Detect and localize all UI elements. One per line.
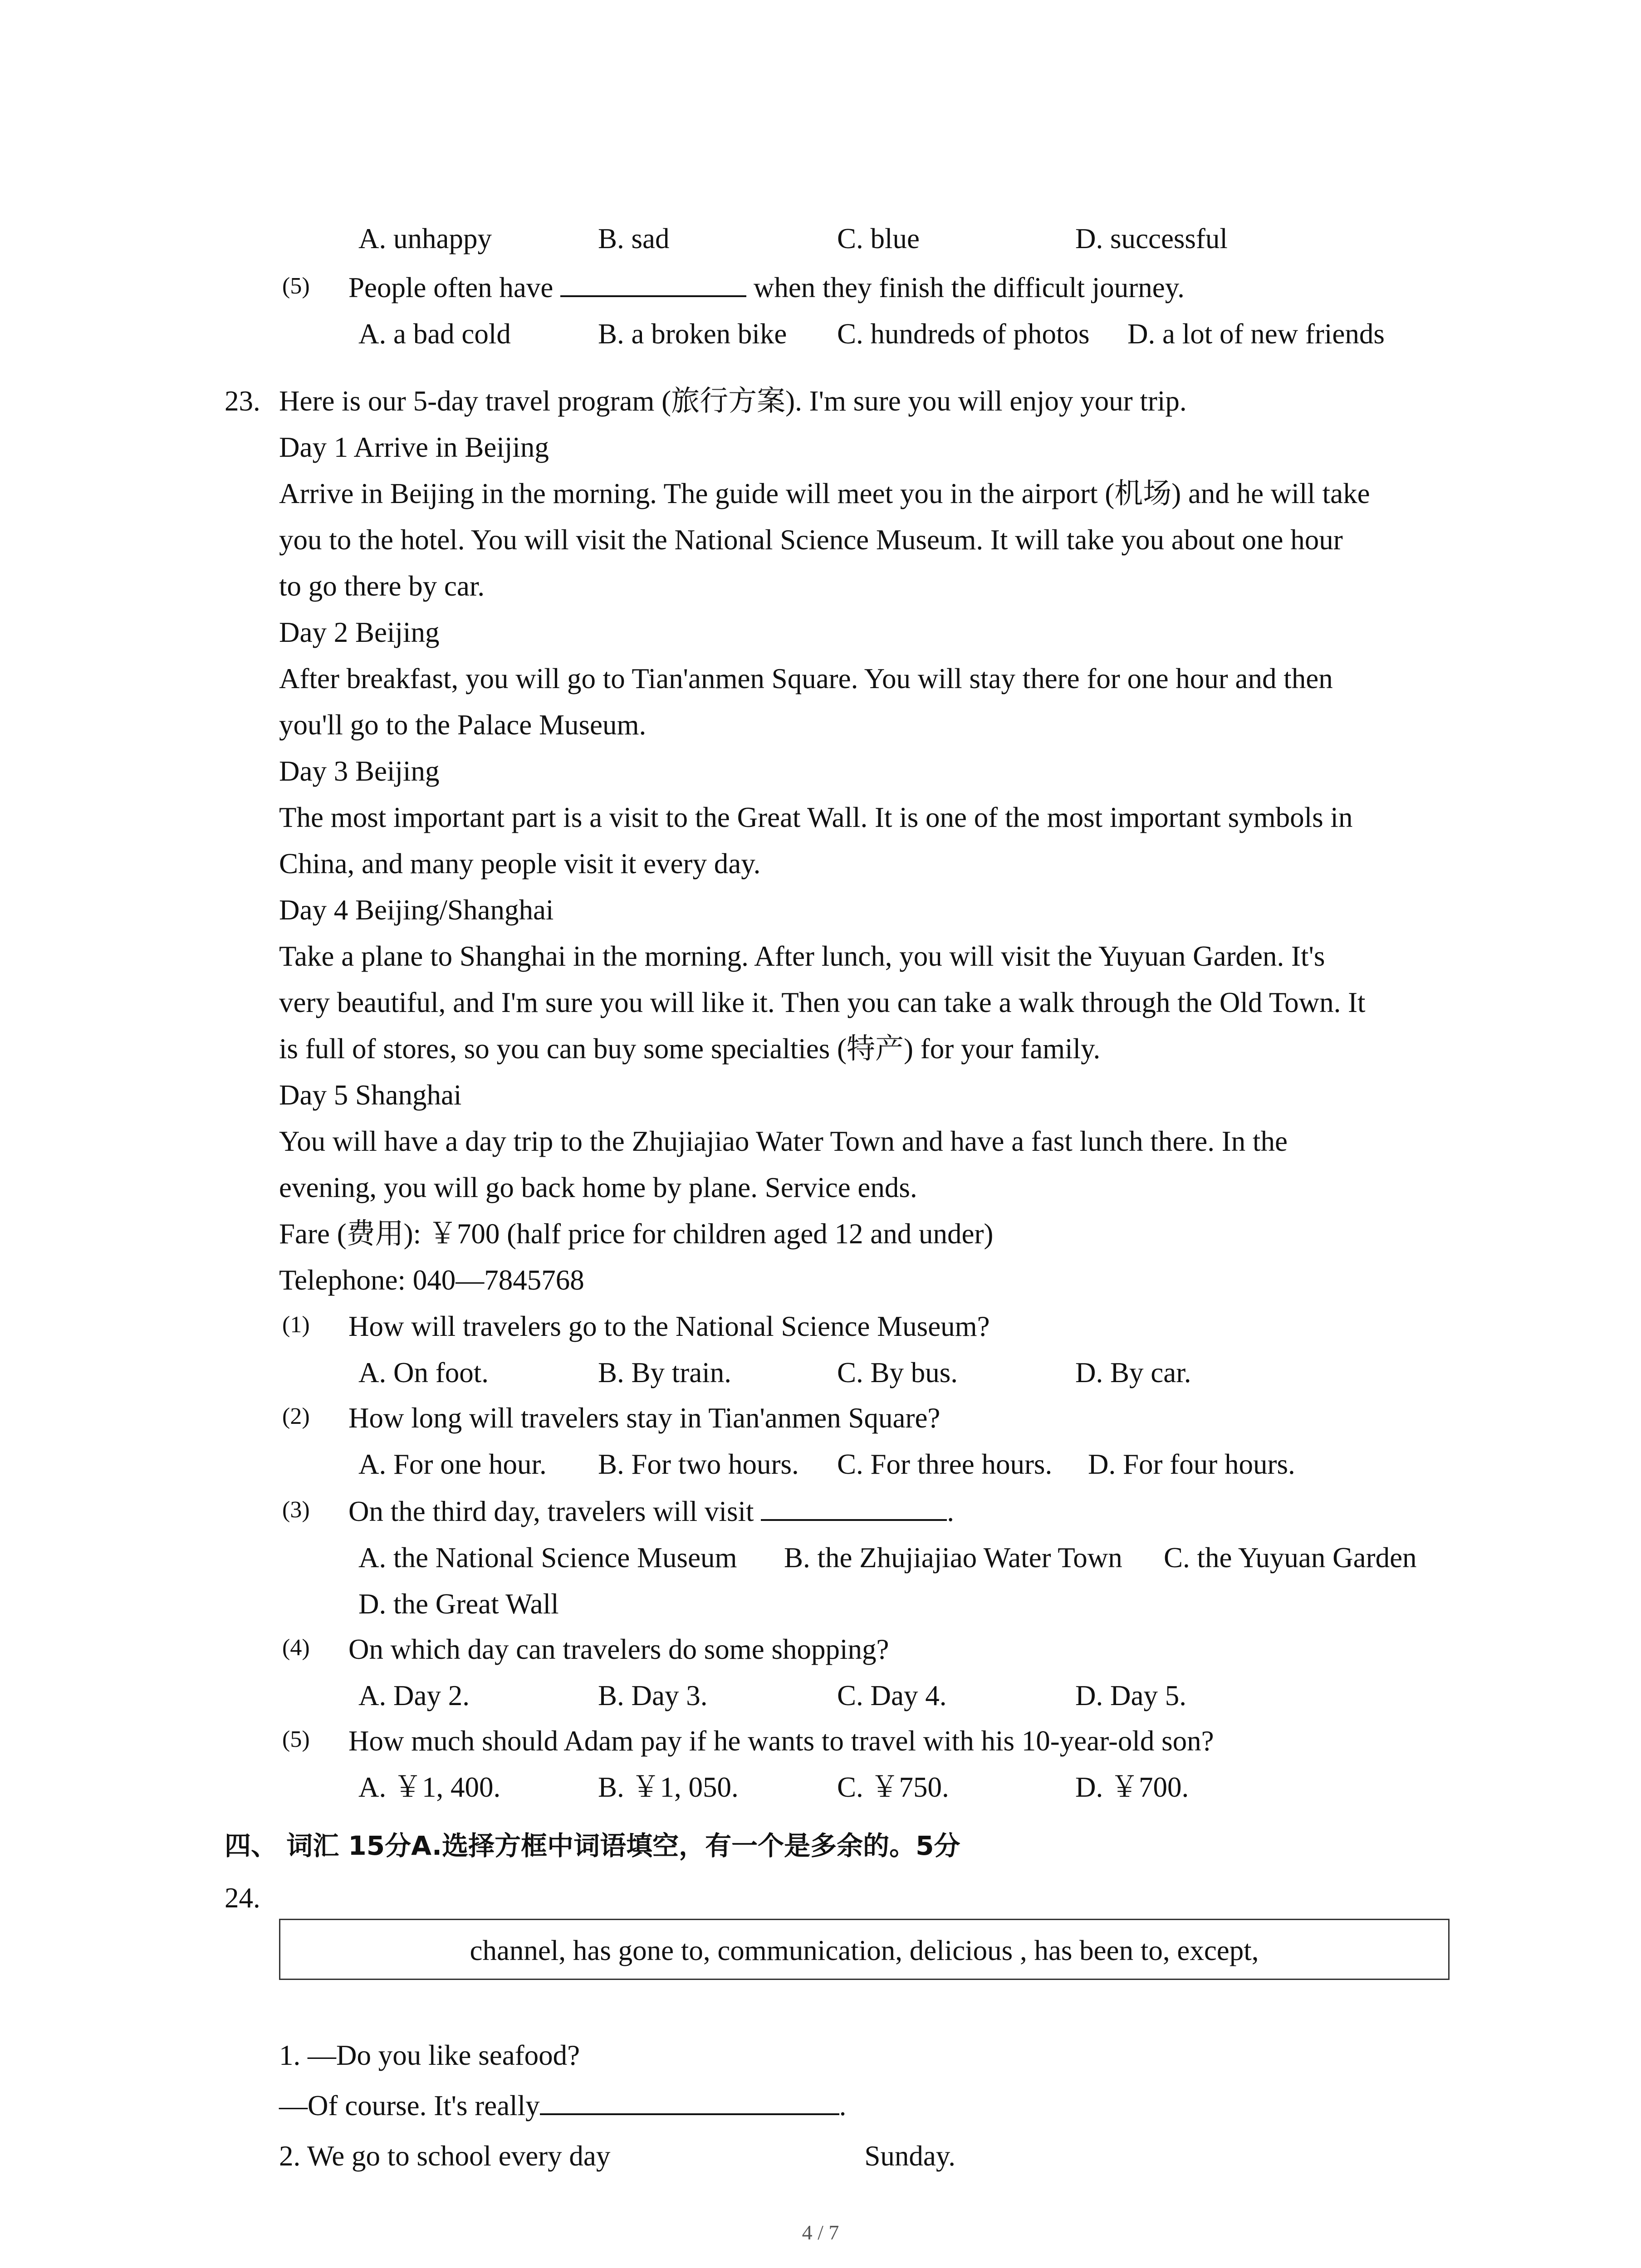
q23-1-option-a: A. On foot.	[358, 1357, 489, 1388]
passage-line: Arrive in Beijing in the morning. The guide will meet you in the airport (机场) and he will take	[279, 478, 1370, 509]
q22-5-option-b: B. a broken bike	[598, 318, 787, 350]
answer-blank	[560, 270, 746, 297]
q22-5-option-a: A. a bad cold	[358, 318, 511, 350]
q23-5-option-b: B. ￥1, 050.	[598, 1771, 739, 1803]
passage-line: evening, you will go back home by plane. Service ends.	[279, 1172, 917, 1203]
q23-4-option-d: D. Day 5.	[1075, 1680, 1186, 1711]
passage-line: Day 1 Arrive in Beijing	[279, 431, 549, 463]
passage-line: is full of stores, so you can buy some specialties (特产) for your family.	[279, 1033, 1101, 1065]
q24-item2-text-after: Sunday.	[864, 2140, 956, 2172]
passage-line: to go there by car.	[279, 570, 485, 602]
q23-number: 23.	[225, 385, 260, 417]
q23-3-number: (3)	[282, 1497, 310, 1523]
q24-number: 24.	[225, 1882, 260, 1914]
q22-5-text-after: when they finish the difficult journey.	[753, 272, 1185, 303]
q22-5-option-d: D. a lot of new friends	[1127, 318, 1385, 350]
passage-line: China, and many people visit it every day.	[279, 848, 761, 880]
q23-5-option-d: D. ￥700.	[1075, 1771, 1189, 1803]
passage-line: After breakfast, you will go to Tian'anmen Square. You will stay there for one hour and then	[279, 663, 1333, 694]
q24-item1-answer: —Of course. It's really .	[279, 2088, 846, 2123]
q23-4-option-a: A. Day 2.	[358, 1680, 470, 1711]
q23-3-option-c: C. the Yuyuan Garden	[1164, 1542, 1417, 1574]
word-box	[279, 1919, 1450, 1980]
q22-5-option-c: C. hundreds of photos	[837, 318, 1090, 350]
q23-5-text: How much should Adam pay if he wants to travel with his 10-year-old son?	[348, 1725, 1214, 1757]
q23-3-option-a: A. the National Science Museum	[358, 1542, 737, 1574]
q22-4-option-b: B. sad	[598, 223, 670, 254]
q23-2-text: How long will travelers stay in Tian'anmen Square?	[348, 1402, 941, 1434]
word-box-text: channel, has gone to, communication, delicious , has been to, except,	[470, 1935, 1259, 1966]
passage-line: Day 2 Beijing	[279, 616, 440, 648]
q23-3-option-b: B. the Zhujiajiao Water Town	[784, 1542, 1122, 1574]
q23-3-question: On the third day, travelers will visit .	[348, 1494, 954, 1529]
q23-2-option-c: C. For three hours.	[837, 1448, 1053, 1480]
section-heading: 四、 词汇 15分A.选择方框中词语填空，有一个是多余的。5分	[225, 1830, 960, 1861]
q23-2-option-a: A. For one hour.	[358, 1448, 547, 1480]
answer-blank	[540, 2088, 839, 2115]
passage-line: Telephone: 040—7845768	[279, 1264, 584, 1296]
q22-5-question	[348, 270, 1185, 305]
q23-1-option-c: C. By bus.	[837, 1357, 958, 1388]
q22-4-option-c: C. blue	[837, 223, 920, 254]
q23-5-number: (5)	[282, 1726, 310, 1752]
q23-2-option-b: B. For two hours.	[598, 1448, 799, 1480]
q24-item2	[279, 2138, 955, 2174]
passage-line: very beautiful, and I'm sure you will like it. Then you can take a walk through the Old Town. It	[279, 987, 1366, 1018]
passage-line: you to the hotel. You will visit the National Science Museum. It will take you about one hour	[279, 524, 1343, 556]
q24-item1-question: 1. —Do you like seafood?	[279, 2039, 580, 2071]
passage-line: Fare (费用): ￥700 (half price for children aged 12 and under)	[279, 1218, 994, 1250]
passage-line: you'll go to the Palace Museum.	[279, 709, 647, 741]
q23-4-text: On which day can travelers do some shopping?	[348, 1633, 889, 1665]
q23-4-number: (4)	[282, 1635, 310, 1661]
q23-1-option-d: D. By car.	[1075, 1357, 1191, 1388]
q23-intro: Here is our 5-day travel program (旅行方案). I'm sure you will enjoy your trip.	[279, 385, 1187, 417]
page-number: 4 / 7	[802, 2221, 839, 2244]
q23-5-option-a: A. ￥1, 400.	[358, 1771, 501, 1803]
q23-2-option-d: D. For four hours.	[1088, 1448, 1295, 1480]
passage-line: You will have a day trip to the Zhujiajiao Water Town and have a fast lunch there. In the	[279, 1125, 1288, 1157]
answer-blank	[761, 1494, 947, 1521]
passage-line: Take a plane to Shanghai in the morning. After lunch, you will visit the Yuyuan Garden. It's	[279, 940, 1325, 972]
q22-4-option-d: D. successful	[1075, 223, 1228, 254]
q23-1-text: How will travelers go to the National Science Museum?	[348, 1310, 990, 1342]
q22-5-text-before: People often have	[348, 272, 554, 303]
q23-3-option-d: D. the Great Wall	[358, 1588, 559, 1620]
q23-4-option-b: B. Day 3.	[598, 1680, 708, 1711]
q24-item2-text-before: 2. We go to school every day	[279, 2140, 611, 2172]
q23-2-number: (2)	[282, 1403, 310, 1429]
q22-5-number: (5)	[282, 273, 310, 299]
q23-1-option-b: B. By train.	[598, 1357, 731, 1388]
q23-3-text: On the third day, travelers will visit	[348, 1496, 754, 1527]
passage-line: Day 5 Shanghai	[279, 1079, 462, 1111]
q23-4-option-c: C. Day 4.	[837, 1680, 947, 1711]
q23-5-option-c: C. ￥750.	[837, 1771, 949, 1803]
q24-item1-text: —Of course. It's really	[279, 2090, 540, 2121]
passage-line: The most important part is a visit to the Great Wall. It is one of the most important symbols in	[279, 802, 1353, 833]
q23-1-number: (1)	[282, 1312, 310, 1338]
passage-line: Day 3 Beijing	[279, 755, 440, 787]
passage-line: Day 4 Beijing/Shanghai	[279, 894, 554, 926]
q22-4-option-a: A. unhappy	[358, 223, 492, 254]
